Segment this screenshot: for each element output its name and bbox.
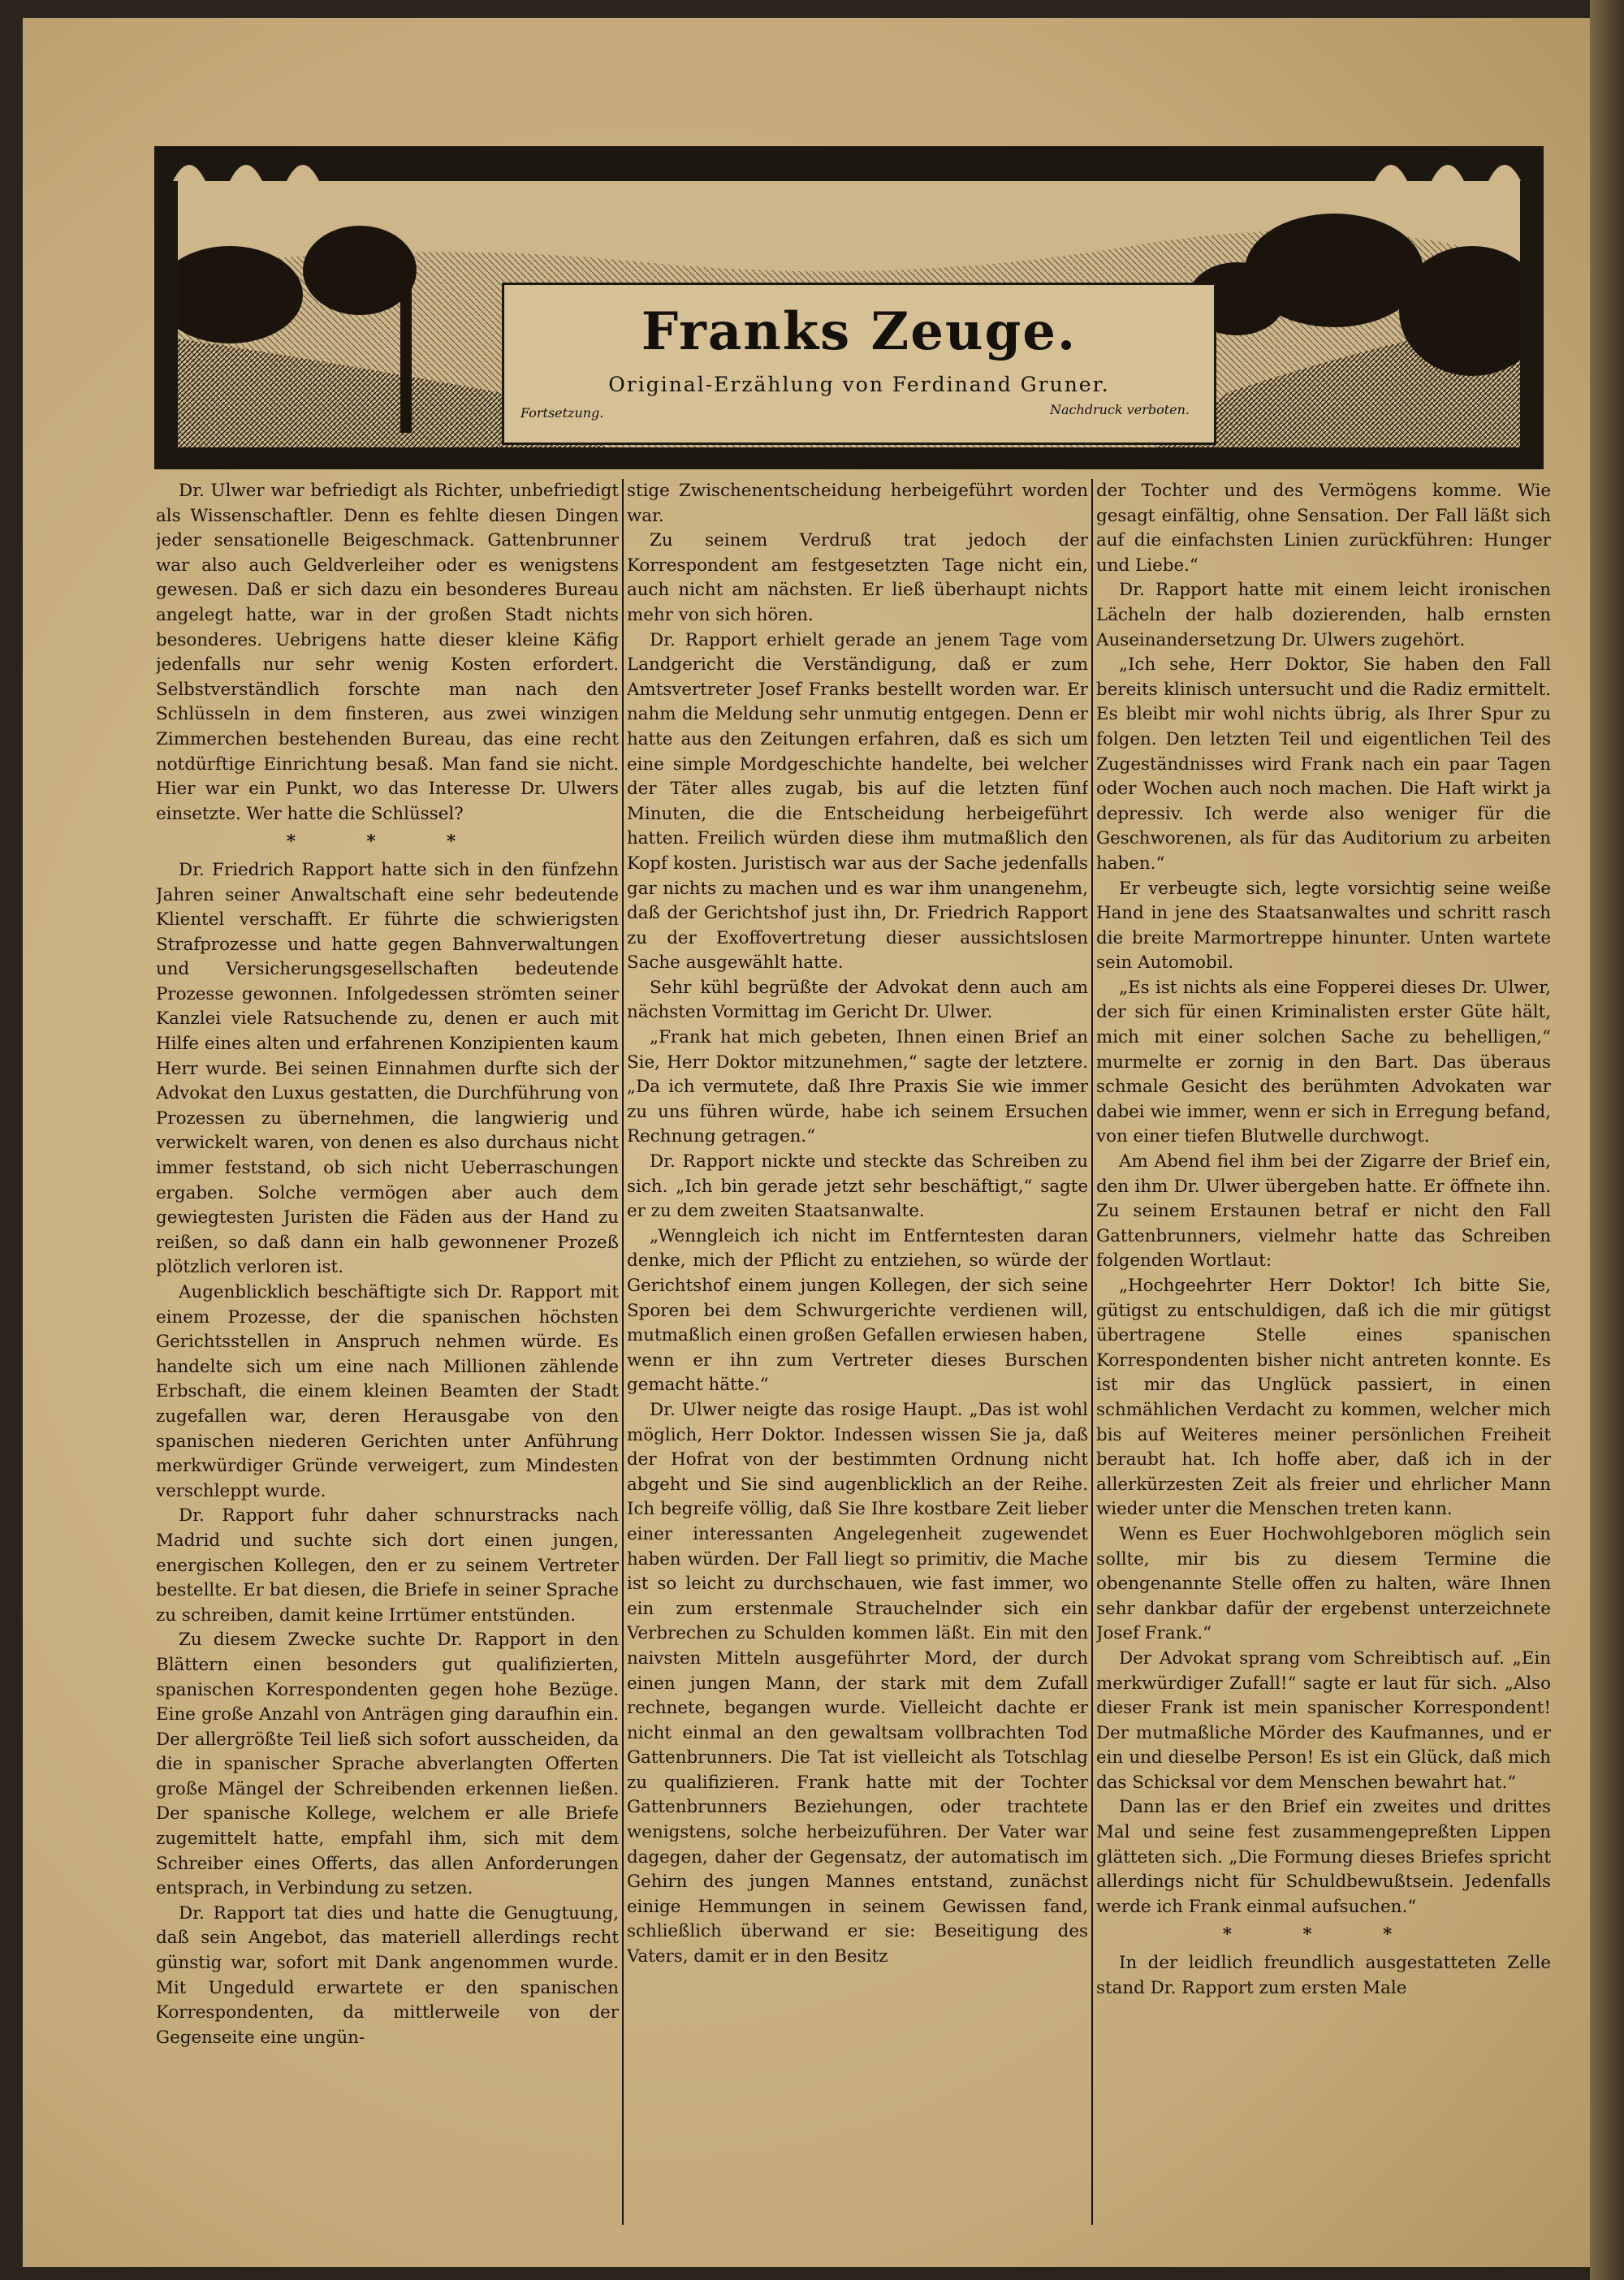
paragraph: Dann las er den Brief ein zweites und drittes Mal und seine fest zusammengepreßten Lippen glätteten sich. „Die Formung dieses Briefes spricht allerdings nicht für Schuldbewußtsein. Jedenfalls werde ich Frank einmal aufsuchen.“ [1096, 1797, 1551, 1917]
paragraph: In der leidlich freundlich ausgestatteten Zelle stand Dr. Rapport zum ersten Male [1096, 1953, 1551, 1998]
paragraph: Dr. Friedrich Rapport hatte sich in den fünfzehn Jahren seiner Anwaltschaft eine sehr bedeutende Klientel verschafft. Er führte die schwierigsten Strafprozesse und hatte gegen Bahnverwaltungen und Versicherungsgesellschaften bedeutende Prozesse gewonnen. Infolgedessen strömten seiner Kanzlei viele Ratsuchende zu, denen er auch mit Hilfe eines alten und erfahrenen Konzipienten kaum Herr wurde. Bei seinen Einnahmen durfte sich der Advokat den Luxus gestatten, die Durchführung von Prozessen zu übernehmen, die langwierig und verwickelt waren, von denen es also durchaus nicht immer feststand, ob sich nicht Ueberraschungen ergaben. Solche vermögen aber auch dem gewiegtesten Juristen die Fäden aus der Hand zu reißen, so daß dann ein halb gewonnener Prozeß plötzlich verloren ist. [156, 859, 619, 1278]
text-column-1 [156, 479, 619, 2225]
paragraph: Wenn es Euer Hochwohlgeboren möglich sein sollte, mir bis zu diesem Termine die obengenannte Stelle offen zu halten, wäre Ihnen sehr dankbar dafür der ergebenst unterzeichnete Josef Frank.“ [1096, 1523, 1551, 1644]
section-separator: * * * [1222, 1924, 1425, 1945]
article-subtitle: Original-Erzählung von Ferdinand Gruner. [608, 373, 1110, 396]
paragraph: Dr. Rapport erhielt gerade an jenem Tage vom Landgericht die Verständigung, daß er zum Amtsvertreter Josef Franks bestellt worden war. Er nahm die Meldung sehr unmutig entgegen. Denn er hatte aus den Zeitungen erfahren, daß es sich um eine simple Mordgeschichte handelte, bei welcher der Täter alles zugab, bis auf die letzten fünf Minuten, die die Entscheidung herbeigeführt hatten. Freilich würden diese ihm mutmaßlich den Kopf kosten. Juristisch war aus der Sache jedenfalls gar nichts zu machen und es war ihm unangenehm, daß der Gerichtshof just ihn, Dr. Friedrich Rapport zu der Exoffovertretung dieser aussichtslosen Sache ausgewählt hatte. [627, 629, 1088, 974]
paragraph: „Wenngleich ich nicht im Entferntesten daran denke, mich der Pflicht zu entziehen, so würde der Gerichtshof einem jungen Kollegen, der sich seine Sporen bei dem Schwurgerichte verdienen will, mutmaßlich einen großen Gefallen erwiesen haben, wenn er ihn zum Vertreter dieses Burschen gemacht hätte.“ [627, 1225, 1088, 1396]
header-illustration [154, 146, 1544, 469]
paragraph: Dr. Ulwer neigte das rosige Haupt. „Das ist wohl möglich, Herr Doktor. Indessen wissen Sie ja, daß der Hofrat von der bestimmten Ordnung nicht abgeht und Sie sind augenblicklich an der Reihe. Ich begreife völlig, daß Sie Ihre kostbare Zeit lieber einer interessanten Angelegenheit zugewendet haben würden. Der Fall liegt so primitiv, die Mache ist so leicht zu durchschauen, wie fast immer, wo ein zum erstenmale Strauchelnder sich ein Verbrechen zu Schulden kommen läßt. Ein mit den naivsten Mitteln ausgeführter Mord, der durch einen jungen Mann, der stark mit dem Zufall rechnete, begangen wurde. Vielleicht dachte er nicht einmal an den gewaltsam vollbrachten Tod Gattenbrunners. Die Tat ist vielleicht als Totschlag zu qualifizieren. Frank hatte mit der Tochter Gattenbrunners Beziehungen, oder trachtete wenigstens, solche herbeizuführen. Der Vater war dagegen, daher der Gegensatz, der automatisch im Gehirn des jungen Mannes entstand, zunächst einige Hemmungen in seinem Gewissen fand, schließlich überwand er sie: Beseitigung des Vaters, damit er in den Besitz [627, 1399, 1088, 1967]
paragraph: Der Advokat sprang vom Schreibtisch auf. „Ein merkwürdiger Zufall!“ sagte er laut für sich. „Also dieser Frank ist mein spanischer Korrespondent! Der mutmaßliche Mörder des Kaufmannes, und er ein und dieselbe Person! Es ist ein Glück, daß mich das Schicksal vor dem Menschen bewahrt hat.“ [1096, 1647, 1551, 1793]
paragraph: „Hochgeehrter Herr Doktor! Ich bitte Sie, gütigst zu entschuldigen, daß ich die mir gütigst übertragene Stelle eines spanischen Korrespondenten bisher nicht antreten konnte. Es ist mir das Unglück passiert, in einen schmählichen Verdacht zu kommen, welcher mich bis auf Weiteres meiner persönlichen Freiheit beraubt hat. Ich hoffe aber, daß ich in der allerkürzesten Zeit als freier und ehrlicher Mann wieder unter die Menschen treten kann. [1096, 1276, 1551, 1520]
paragraph: Zu seinem Verdruß trat jedoch der Korrespondent am festgesetzten Tage nicht ein, auch nicht am nächsten. Er ließ überhaupt nichts mehr von sich hören. [627, 530, 1088, 625]
paragraph: Dr. Rapport tat dies und hatte die Genugtuung, daß sein Angebot, das materiell allerdings recht günstig war, sofort mit Dank angenommen wurde. Mit Ungeduld erwartete er den spanischen Korrespondenten, da mittlerweile von der Gegenseite eine ungün- [156, 1902, 619, 2048]
column-rule [1091, 479, 1093, 2225]
title-panel [502, 283, 1216, 445]
paragraph: Zu diesem Zwecke suchte Dr. Rapport in den Blättern einen besonders gut qualifizierten, spanischen Korrespondenten gegen hohe Bezüge. Eine große Anzahl von Anträgen ging daraufhin ein. Der allergrößte Teil ließ sich sofort ausscheiden, da die in spanischer Sprache abverlangten Offerten große Mängel der Schreibenden erkennen ließen. Der spanische Kollege, welchem er alle Briefe zugemittelt hatte, empfahl ihm, sich mit dem Schreiber eines Offerts, das allen Anforderungen entsprach, in Verbindung zu setzen. [156, 1630, 619, 1899]
paragraph: der Tochter und des Vermögens komme. Wie gesagt einfältig, ohne Sensation. Der Fall läßt sich auf die einfachsten Linien zurückführen: Hunger und Liebe.“ [1096, 481, 1551, 576]
section-separator: * * * [286, 831, 489, 853]
paragraph: „Ich sehe, Herr Doktor, Sie haben den Fall bereits klinisch untersucht und die Radiz ermittelt. Es bleibt mir wohl nichts übrig, als Ihrer Spur zu folgen. Den letzten Teil und eigentlichen Teil des Zugeständnisses wird Frank nach ein paar Tagen oder Wochen auch noch machen. Die Haft wirkt ja depressiv. Ich werde also weniger für die Geschworenen, als für das Auditorium zu arbeiten haben.“ [1096, 654, 1551, 874]
text-column-2 [627, 479, 1088, 2225]
paragraph: stige Zwischenentscheidung herbeigeführt worden war. [627, 481, 1088, 526]
paragraph: Augenblicklich beschäftigte sich Dr. Rapport mit einem Prozesse, der die spanischen höchsten Gerichtsstellen in Anspruch nehmen würde. Es handelte sich um eine nach Millionen zählende Erbschaft, die einem kleinen Beamten der Stadt zugefallen war, deren Herausgabe von den spanischen niederen Gerichten unter Anführung merkwürdiger Gründe verweigert, zum Mindesten verschleppt wurde. [156, 1282, 619, 1501]
paragraph: Er verbeugte sich, legte vorsichtig seine weiße Hand in jene des Staatsanwaltes und schritt rasch die breite Marmortreppe hinunter. Unten wartete sein Automobil. [1096, 878, 1551, 974]
reprint-notice: Nachdruck verboten. [1049, 402, 1190, 417]
continuation-note: Fortsetzung. [520, 405, 604, 421]
paragraph: „Es ist nichts als eine Fopperei dieses Dr. Ulwer, der sich für einen Kriminalisten erster Güte hält, mich mit einer solchen Sache zu behelligen,“ murmelte er zornig in den Bart. Das überaus schmale Gesicht des berühmten Advokaten war dabei wie immer, wenn er sich in Erregung befand, von einer tiefen Blutwelle durchwogt. [1096, 977, 1551, 1147]
article-title: Franks Zeuge. [641, 301, 1078, 362]
paragraph: Dr. Rapport hatte mit einem leicht ironischen Lächeln der halb dozierenden, halb ernsten Auseinandersetzung Dr. Ulwers zugehört. [1096, 580, 1551, 650]
paragraph: Am Abend fiel ihm bei der Zigarre der Brief ein, den ihm Dr. Ulwer übergeben hatte. Er öffnete ihn. Zu seinem Erstaunen betraf er nicht den Fall Gattenbrunners, vielmehr hatte das Schreiben folgenden Wortlaut: [1096, 1151, 1551, 1272]
paragraph: Dr. Rapport fuhr daher schnurstracks nach Madrid und suchte sich dort einen jungen, energischen Kollegen, den er zu seinem Vertreter bestellte. Er bat diesen, die Briefe in seiner Sprache zu schreiben, damit keine Irrtümer entstünden. [156, 1505, 619, 1626]
book-spine [1590, 0, 1624, 2280]
text-column-3 [1096, 479, 1551, 2225]
paragraph: Sehr kühl begrüßte der Advokat denn auch am nächsten Vormittag im Gericht Dr. Ulwer. [627, 977, 1088, 1023]
column-rule [622, 479, 624, 2225]
paragraph: Dr. Ulwer war befriedigt als Richter, unbefriedigt als Wissenschaftler. Denn es fehlte diesen Dingen jeder sensationelle Beigeschmack. Gattenbrunner war also auch Geldverleiher oder es wenigstens gewesen. Daß er sich dazu ein besonderes Bureau angelegt hatte, war in der großen Stadt nichts besonderes. Uebrigens hatte dieser kleine Käfig jedenfalls nur sehr wenig Kosten erfordert. Selbstverständlich forschte man nach den Schlüsseln in dem finsteren, aus zwei winzigen Zimmerchen bestehenden Bureau, das eine recht notdürftige Einrichtung besaß. Man fand sie nicht. Hier war ein Punkt, wo das Interesse Dr. Ulwers einsetzte. Wer hatte die Schlüssel? [156, 481, 619, 824]
paragraph: Dr. Rapport nickte und steckte das Schreiben zu sich. „Ich bin gerade jetzt sehr beschäftigt,“ sagte er zu dem zweiten Staatsanwalte. [627, 1151, 1088, 1222]
paragraph: „Frank hat mich gebeten, Ihnen einen Brief an Sie, Herr Doktor mitzunehmen,“ sagte der letztere. „Da ich vermutete, daß Ihre Praxis Sie wie immer zu uns führen würde, habe ich seinem Ersuchen Rechnung getragen.“ [627, 1027, 1088, 1147]
